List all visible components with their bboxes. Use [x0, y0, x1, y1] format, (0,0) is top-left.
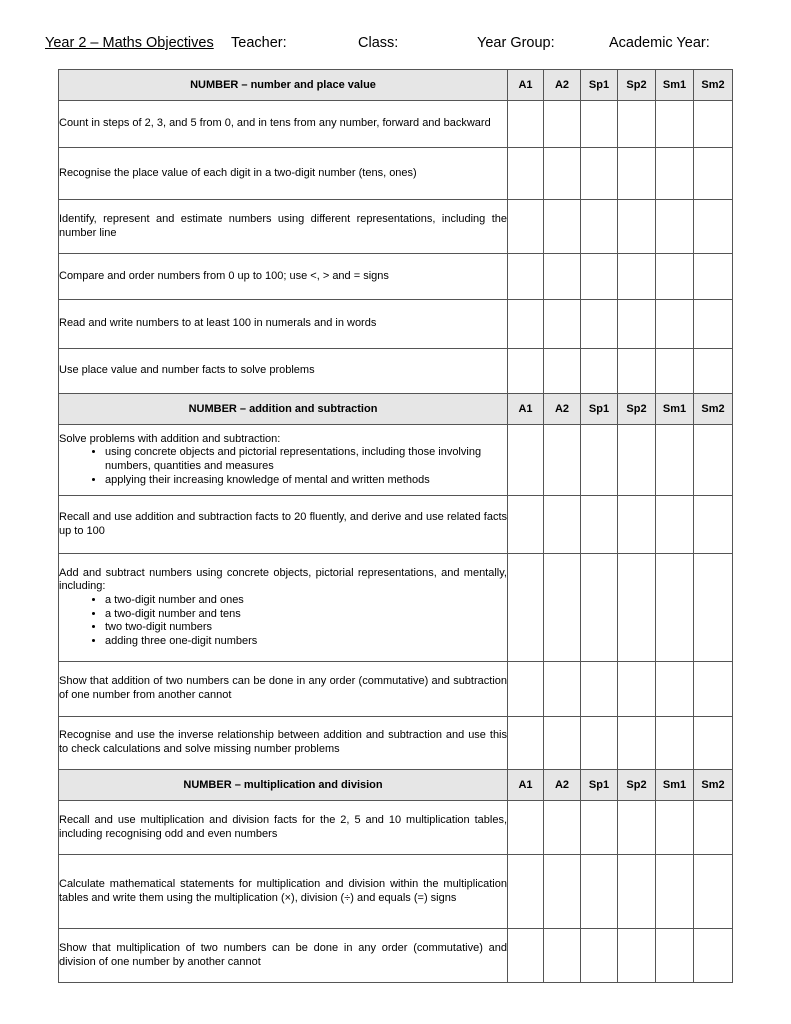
column-header: A2: [544, 70, 581, 101]
column-header: Sp2: [618, 70, 656, 101]
objective-row: [59, 554, 733, 662]
column-header: Sp1: [581, 70, 618, 101]
objective-text-cell: [59, 101, 508, 148]
teacher-label: Teacher:: [231, 35, 287, 51]
assessment-cell[interactable]: [618, 101, 656, 148]
assessment-cell[interactable]: [544, 349, 581, 394]
objective-text-cell: [59, 425, 508, 496]
assessment-cell[interactable]: [694, 300, 733, 349]
section-title: NUMBER – addition and subtraction: [59, 394, 508, 425]
assessment-cell[interactable]: [581, 300, 618, 349]
objective-text: Add and subtract numbers using concrete objects, pictorial representations, and mentally, including:: [59, 566, 507, 593]
objective-text: Compare and order numbers from 0 up to 100; use <, > and = signs: [59, 269, 389, 282]
column-header: Sm1: [656, 770, 694, 801]
assessment-cell[interactable]: [618, 662, 656, 717]
assessment-cell[interactable]: [544, 929, 581, 983]
assessment-cell[interactable]: [508, 496, 544, 554]
year-group-label: Year Group:: [477, 35, 555, 51]
assessment-cell[interactable]: [544, 200, 581, 254]
objective-text-cell: [59, 200, 508, 254]
objective-text-cell: [59, 554, 508, 662]
assessment-cell[interactable]: [694, 349, 733, 394]
objective-row: [59, 349, 733, 394]
section-title: NUMBER – number and place value: [59, 70, 508, 101]
assessment-cell[interactable]: [581, 148, 618, 200]
objective-text-cell: [59, 496, 508, 554]
objective-text: Count in steps of 2, 3, and 5 from 0, and in tens from any number, forward and backward: [59, 117, 491, 130]
column-header: A2: [544, 394, 581, 425]
objective-bullet: • using concrete objects and pictorial representations, including those involving numbers, quantities and measures: [105, 446, 507, 473]
assessment-cell[interactable]: [618, 200, 656, 254]
assessment-cell[interactable]: [694, 496, 733, 554]
assessment-cell[interactable]: [618, 349, 656, 394]
objective-text-cell: [59, 662, 508, 717]
assessment-cell[interactable]: [544, 425, 581, 496]
assessment-cell[interactable]: [508, 300, 544, 349]
assessment-cell[interactable]: [544, 662, 581, 717]
assessment-cell[interactable]: [618, 717, 656, 770]
assessment-cell[interactable]: [694, 855, 733, 929]
objective-text-cell: [59, 855, 508, 929]
section-header-row: [59, 394, 733, 425]
objective-row: [59, 148, 733, 200]
objective-row: [59, 662, 733, 717]
assessment-cell[interactable]: [581, 554, 618, 662]
column-header: A1: [508, 70, 544, 101]
objective-text-cell: [59, 801, 508, 855]
assessment-cell[interactable]: [618, 425, 656, 496]
assessment-cell[interactable]: [544, 148, 581, 200]
column-header: Sm1: [656, 70, 694, 101]
objective-bullet: • a two-digit number and ones: [105, 594, 507, 608]
objective-text: Solve problems with addition and subtraction:: [59, 432, 281, 445]
assessment-cell[interactable]: [656, 148, 694, 200]
assessment-cell[interactable]: [694, 929, 733, 983]
assessment-cell[interactable]: [544, 855, 581, 929]
column-header: Sp1: [581, 394, 618, 425]
assessment-cell[interactable]: [581, 855, 618, 929]
assessment-cell[interactable]: [581, 662, 618, 717]
assessment-cell[interactable]: [508, 801, 544, 855]
objective-bullet: • applying their increasing knowledge of mental and written methods: [105, 474, 507, 488]
column-header: Sm2: [694, 394, 733, 425]
assessment-cell[interactable]: [656, 929, 694, 983]
assessment-cell[interactable]: [581, 496, 618, 554]
assessment-cell[interactable]: [656, 717, 694, 770]
objective-text-cell: [59, 148, 508, 200]
objective-text: Show that addition of two numbers can be done in any order (commutative) and subtraction of one number from another cannot: [59, 675, 507, 701]
assessment-cell[interactable]: [508, 425, 544, 496]
column-header: Sm2: [694, 770, 733, 801]
assessment-cell[interactable]: [508, 855, 544, 929]
assessment-cell[interactable]: [618, 801, 656, 855]
assessment-cell[interactable]: [656, 801, 694, 855]
assessment-cell[interactable]: [618, 929, 656, 983]
assessment-cell[interactable]: [544, 300, 581, 349]
assessment-cell[interactable]: [694, 200, 733, 254]
objective-text-cell: [59, 254, 508, 300]
assessment-cell[interactable]: [694, 801, 733, 855]
assessment-cell[interactable]: [694, 717, 733, 770]
assessment-cell[interactable]: [618, 554, 656, 662]
objective-bullet: • two two-digit numbers: [105, 621, 507, 635]
assessment-cell[interactable]: [508, 929, 544, 983]
section-header-row: [59, 70, 733, 101]
assessment-cell[interactable]: [581, 101, 618, 148]
objective-row: [59, 717, 733, 770]
assessment-cell[interactable]: [618, 496, 656, 554]
assessment-cell[interactable]: [508, 554, 544, 662]
objective-text-cell: [59, 349, 508, 394]
assessment-cell[interactable]: [544, 496, 581, 554]
assessment-cell[interactable]: [694, 254, 733, 300]
objective-text-cell: [59, 300, 508, 349]
assessment-cell[interactable]: [656, 496, 694, 554]
assessment-cell[interactable]: [618, 855, 656, 929]
column-header: Sp2: [618, 394, 656, 425]
assessment-cell[interactable]: [694, 554, 733, 662]
objective-text: Use place value and number facts to solve problems: [59, 364, 315, 377]
objective-row: [59, 855, 733, 929]
assessment-cell[interactable]: [656, 349, 694, 394]
objective-bullet: • a two-digit number and tens: [105, 608, 507, 622]
assessment-cell[interactable]: [656, 200, 694, 254]
objective-text: Recognise the place value of each digit in a two-digit number (tens, ones): [59, 166, 417, 179]
assessment-cell[interactable]: [656, 554, 694, 662]
objective-text-cell: [59, 929, 508, 983]
assessment-cell[interactable]: [544, 101, 581, 148]
assessment-cell[interactable]: [656, 425, 694, 496]
column-header: A2: [544, 770, 581, 801]
objective-text: Recall and use multiplication and division facts for the 2, 5 and 10 multiplication tables, including recognising odd and even numbers: [59, 813, 507, 840]
objective-bullet-list: [59, 594, 507, 648]
column-header: A1: [508, 770, 544, 801]
assessment-cell[interactable]: [581, 254, 618, 300]
objective-row: [59, 496, 733, 554]
assessment-cell[interactable]: [544, 554, 581, 662]
assessment-cell[interactable]: [581, 929, 618, 983]
column-header: A1: [508, 394, 544, 425]
assessment-cell[interactable]: [656, 101, 694, 148]
objectives-table-body: [59, 70, 733, 983]
assessment-cell[interactable]: [694, 148, 733, 200]
objective-text: Identify, represent and estimate numbers using different representations, including the number line: [59, 212, 507, 239]
assessment-cell[interactable]: [656, 254, 694, 300]
objective-row: [59, 425, 733, 496]
assessment-cell[interactable]: [508, 254, 544, 300]
objective-row: [59, 300, 733, 349]
objective-text: Recall and use addition and subtraction facts to 20 fluently, and derive and use related facts up to 100: [59, 510, 507, 537]
objective-row: [59, 101, 733, 148]
assessment-cell[interactable]: [694, 101, 733, 148]
column-header: Sp2: [618, 770, 656, 801]
assessment-cell[interactable]: [618, 254, 656, 300]
assessment-cell[interactable]: [581, 349, 618, 394]
assessment-cell[interactable]: [508, 200, 544, 254]
objective-bullet: • adding three one-digit numbers: [105, 635, 507, 649]
assessment-cell[interactable]: [581, 717, 618, 770]
academic-year-label: Academic Year:: [609, 35, 710, 51]
assessment-cell[interactable]: [656, 855, 694, 929]
assessment-cell[interactable]: [694, 425, 733, 496]
assessment-cell[interactable]: [544, 717, 581, 770]
assessment-cell[interactable]: [656, 662, 694, 717]
objective-bullet-list: [59, 446, 507, 487]
objective-text: Recognise and use the inverse relationship between addition and subtraction and use this to check calculations and solve missing number problems: [59, 729, 507, 755]
assessment-cell[interactable]: [508, 662, 544, 717]
assessment-cell[interactable]: [544, 254, 581, 300]
objective-row: [59, 801, 733, 855]
assessment-cell[interactable]: [508, 349, 544, 394]
assessment-cell[interactable]: [508, 101, 544, 148]
objective-row: [59, 254, 733, 300]
objective-text: Read and write numbers to at least 100 in numerals and in words: [59, 317, 377, 330]
assessment-cell[interactable]: [581, 200, 618, 254]
column-header: Sm2: [694, 70, 733, 101]
objectives-table: [58, 69, 733, 983]
assessment-cell[interactable]: [581, 425, 618, 496]
objective-text: Calculate mathematical statements for multiplication and division within the multiplication tables and write them using the multiplication (×), division (÷) and equals (=) signs: [59, 877, 507, 904]
assessment-cell[interactable]: [694, 662, 733, 717]
assessment-cell[interactable]: [508, 148, 544, 200]
assessment-cell[interactable]: [508, 717, 544, 770]
assessment-cell[interactable]: [544, 801, 581, 855]
assessment-cell[interactable]: [618, 300, 656, 349]
assessment-cell[interactable]: [581, 801, 618, 855]
objective-text-cell: [59, 717, 508, 770]
section-header-row: [59, 770, 733, 801]
page-header: [0, 0, 791, 60]
section-title: NUMBER – multiplication and division: [59, 770, 508, 801]
assessment-cell[interactable]: [656, 300, 694, 349]
objective-row: [59, 929, 733, 983]
document-title: Year 2 – Maths Objectives: [45, 35, 214, 51]
class-label: Class:: [358, 35, 399, 51]
column-header: Sp1: [581, 770, 618, 801]
objective-text: Show that multiplication of two numbers can be done in any order (commutative) and division of one number by another cannot: [59, 941, 507, 968]
objective-row: [59, 200, 733, 254]
column-header: Sm1: [656, 394, 694, 425]
assessment-cell[interactable]: [618, 148, 656, 200]
